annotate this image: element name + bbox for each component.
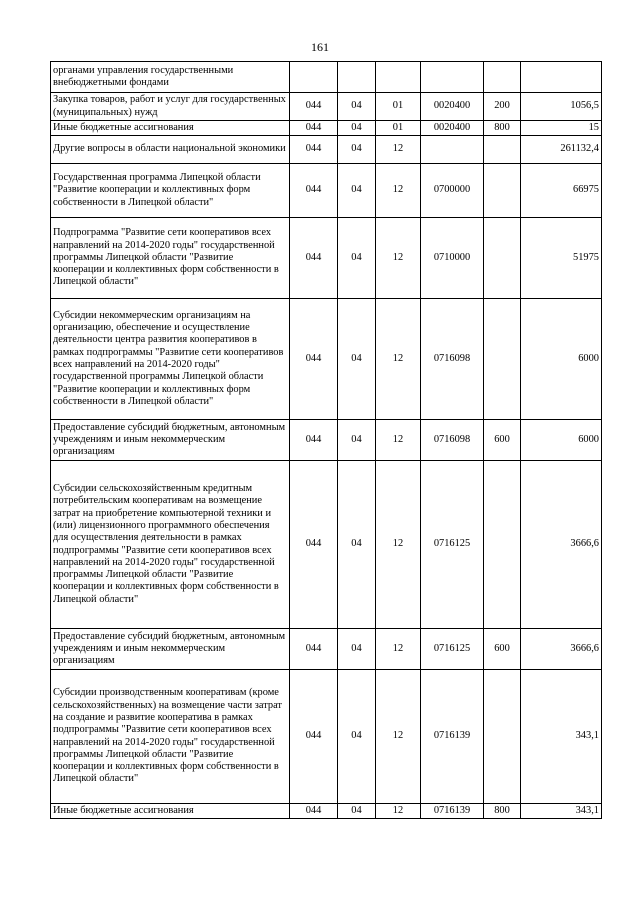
expense-name-cell: Другие вопросы в области национальной экономики xyxy=(51,136,290,164)
expense-name-cell: Субсидии некоммерческим организациям на организацию, обеспечение и осуществление деятельности центра развития кооперативов в рамках подпрограммы "Развитие сети кооперативов всех направлений на 2014-2020 годы" государственной программы Липецкой области "Развитие кооперации и коллективных форм собственности в Липецкой области" xyxy=(51,299,290,420)
target-code-cell xyxy=(421,62,484,93)
table-row xyxy=(51,629,602,670)
table-row xyxy=(51,164,602,218)
expense-type-code-cell: 600 xyxy=(484,629,521,670)
expense-type-code-cell xyxy=(484,461,521,629)
subsection-code-cell: 01 xyxy=(376,121,421,136)
expense-type-code-cell: 200 xyxy=(484,93,521,121)
section-code-cell xyxy=(338,62,376,93)
ministry-code-cell: 044 xyxy=(290,420,338,461)
expense-type-code-cell xyxy=(484,218,521,299)
subsection-code-cell: 12 xyxy=(376,629,421,670)
target-code-cell xyxy=(421,136,484,164)
table-row xyxy=(51,136,602,164)
expense-type-code-cell xyxy=(484,136,521,164)
expense-type-code-cell: 800 xyxy=(484,804,521,819)
subsection-code-cell: 12 xyxy=(376,804,421,819)
amount-cell: 1056,5 xyxy=(521,93,602,121)
amount-cell: 3666,6 xyxy=(521,629,602,670)
expense-type-code-cell xyxy=(484,670,521,804)
target-code-cell: 0710000 xyxy=(421,218,484,299)
expense-type-code-cell xyxy=(484,62,521,93)
ministry-code-cell: 044 xyxy=(290,93,338,121)
section-code-cell: 04 xyxy=(338,121,376,136)
target-code-cell: 0716098 xyxy=(421,420,484,461)
ministry-code-cell: 044 xyxy=(290,121,338,136)
table-row xyxy=(51,62,602,93)
section-code-cell: 04 xyxy=(338,670,376,804)
target-code-cell: 0716125 xyxy=(421,461,484,629)
expense-name-cell: Субсидии сельскохозяйственным кредитным потребительским кооперативам на возмещение затрат на приобретение компьютерной техники и (или) лицензионного программного обеспечения для осуществления деятельности в рамках подпрограммы "Развитие сети кооперативов всех направлений на 2014-2020 годы" государственной программы Липецкой области "Развитие кооперации и коллективных форм собственности в Липецкой области" xyxy=(51,461,290,629)
section-code-cell: 04 xyxy=(338,136,376,164)
expense-name-cell: Государственная программа Липецкой области "Развитие кооперации и коллективных форм собственности в Липецкой области" xyxy=(51,164,290,218)
expense-type-code-cell: 600 xyxy=(484,420,521,461)
ministry-code-cell: 044 xyxy=(290,218,338,299)
expense-name-cell: Субсидии производственным кооперативам (кроме сельскохозяйственных) на возмещение части затрат на создание и развитие кооператива в рамках подпрограммы "Развитие сети кооперативов всех направлений на 2014-2020 годы" государственной программы Липецкой области "Развитие кооперации и коллективных форм собственности в Липецкой области" xyxy=(51,670,290,804)
section-code-cell: 04 xyxy=(338,461,376,629)
ministry-code-cell: 044 xyxy=(290,299,338,420)
section-code-cell: 04 xyxy=(338,804,376,819)
subsection-code-cell: 12 xyxy=(376,420,421,461)
section-code-cell: 04 xyxy=(338,299,376,420)
ministry-code-cell: 044 xyxy=(290,164,338,218)
amount-cell xyxy=(521,62,602,93)
amount-cell: 343,1 xyxy=(521,670,602,804)
ministry-code-cell: 044 xyxy=(290,804,338,819)
expense-type-code-cell: 800 xyxy=(484,121,521,136)
table-row xyxy=(51,670,602,804)
target-code-cell: 0020400 xyxy=(421,121,484,136)
expense-name-cell: Подпрограмма "Развитие сети кооперативов всех направлений на 2014-2020 годы" государственной программы Липецкой области "Развитие кооперации и коллективных форм собственности в Липецкой области" xyxy=(51,218,290,299)
expense-name-cell: Предоставление субсидий бюджетным, автономным учреждениям и иным некоммерческим организациям xyxy=(51,629,290,670)
subsection-code-cell: 12 xyxy=(376,461,421,629)
section-code-cell: 04 xyxy=(338,218,376,299)
subsection-code-cell: 12 xyxy=(376,670,421,804)
expense-name-cell: Иные бюджетные ассигнования xyxy=(51,804,290,819)
ministry-code-cell: 044 xyxy=(290,670,338,804)
target-code-cell: 0020400 xyxy=(421,93,484,121)
table-row xyxy=(51,299,602,420)
section-code-cell: 04 xyxy=(338,629,376,670)
table-row xyxy=(51,804,602,819)
ministry-code-cell xyxy=(290,62,338,93)
target-code-cell: 0700000 xyxy=(421,164,484,218)
amount-cell: 15 xyxy=(521,121,602,136)
subsection-code-cell: 12 xyxy=(376,136,421,164)
target-code-cell: 0716139 xyxy=(421,804,484,819)
table-body xyxy=(51,62,602,819)
ministry-code-cell: 044 xyxy=(290,629,338,670)
expense-name-cell: Предоставление субсидий бюджетным, автономным учреждениям и иным некоммерческим организациям xyxy=(51,420,290,461)
expense-type-code-cell xyxy=(484,164,521,218)
expense-name-cell: Закупка товаров, работ и услуг для государственных (муниципальных) нужд xyxy=(51,93,290,121)
section-code-cell: 04 xyxy=(338,164,376,218)
amount-cell: 343,1 xyxy=(521,804,602,819)
ministry-code-cell: 044 xyxy=(290,136,338,164)
amount-cell: 51975 xyxy=(521,218,602,299)
subsection-code-cell: 12 xyxy=(376,218,421,299)
subsection-code-cell xyxy=(376,62,421,93)
amount-cell: 66975 xyxy=(521,164,602,218)
section-code-cell: 04 xyxy=(338,93,376,121)
expense-type-code-cell xyxy=(484,299,521,420)
table-row xyxy=(51,218,602,299)
expense-name-cell: органами управления государственными внебюджетными фондами xyxy=(51,62,290,93)
subsection-code-cell: 12 xyxy=(376,164,421,218)
budget-table xyxy=(50,61,602,819)
amount-cell: 6000 xyxy=(521,420,602,461)
expense-name-cell: Иные бюджетные ассигнования xyxy=(51,121,290,136)
table-row xyxy=(51,93,602,121)
subsection-code-cell: 12 xyxy=(376,299,421,420)
section-code-cell: 04 xyxy=(338,420,376,461)
page-number: 161 xyxy=(311,40,329,54)
table-row xyxy=(51,461,602,629)
target-code-cell: 0716125 xyxy=(421,629,484,670)
target-code-cell: 0716098 xyxy=(421,299,484,420)
table-row xyxy=(51,121,602,136)
target-code-cell: 0716139 xyxy=(421,670,484,804)
table-row xyxy=(51,420,602,461)
amount-cell: 261132,4 xyxy=(521,136,602,164)
ministry-code-cell: 044 xyxy=(290,461,338,629)
amount-cell: 6000 xyxy=(521,299,602,420)
amount-cell: 3666,6 xyxy=(521,461,602,629)
subsection-code-cell: 01 xyxy=(376,93,421,121)
